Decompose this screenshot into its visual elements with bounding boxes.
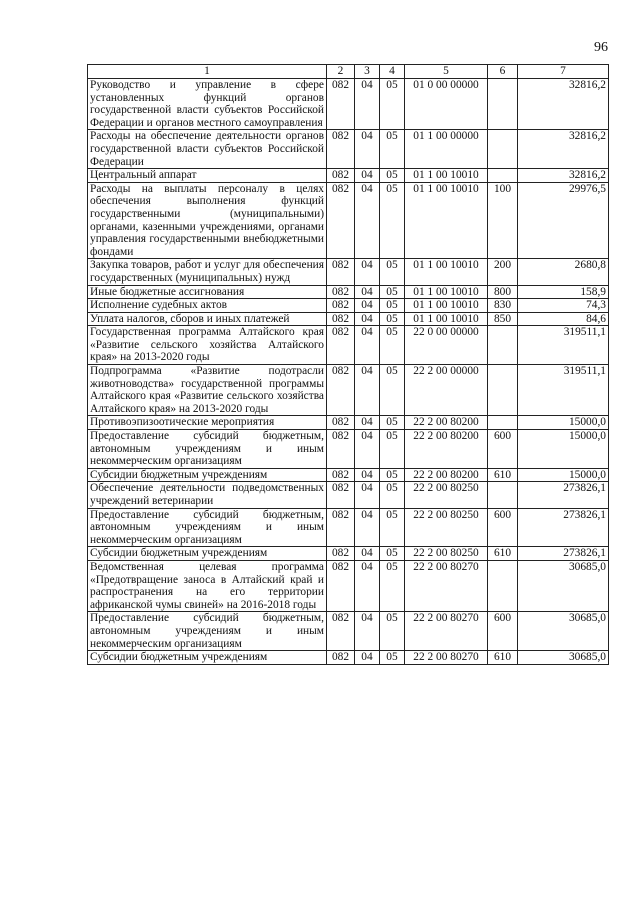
section-code: 04 [355, 79, 380, 130]
amount: 30685,0 [518, 651, 609, 665]
target-article: 01 1 00 10010 [405, 299, 488, 313]
section-code: 04 [355, 259, 380, 285]
row-name: Расходы на выплаты персоналу в целях обеспечения выполнения функций государственными (муниципальными) органами, казенными учреждениями, органами управления государственными внебюджетными фондами [88, 182, 327, 259]
row-name: Предоставление субсидий бюджетным, автономным учреждениям и иным некоммерческим организациям [88, 612, 327, 651]
section-code: 04 [355, 416, 380, 430]
admin-code: 082 [327, 468, 355, 482]
target-article: 22 2 00 80270 [405, 651, 488, 665]
subsection-code: 05 [380, 560, 405, 611]
section-code: 04 [355, 430, 380, 469]
admin-code: 082 [327, 612, 355, 651]
expense-type: 200 [488, 259, 518, 285]
table-row [88, 79, 609, 130]
admin-code: 082 [327, 560, 355, 611]
section-code: 04 [355, 312, 380, 326]
row-name: Исполнение судебных актов [88, 299, 327, 313]
table-row [88, 312, 609, 326]
expense-type: 100 [488, 182, 518, 259]
table-row [88, 182, 609, 259]
section-code: 04 [355, 182, 380, 259]
table-row [88, 508, 609, 547]
amount: 30685,0 [518, 560, 609, 611]
subsection-code: 05 [380, 547, 405, 561]
target-article: 22 2 00 00000 [405, 365, 488, 416]
table-row [88, 416, 609, 430]
admin-code: 082 [327, 182, 355, 259]
table-row [88, 547, 609, 561]
subsection-code: 05 [380, 651, 405, 665]
row-name: Центральный аппарат [88, 169, 327, 183]
expense-type: 600 [488, 508, 518, 547]
subsection-code: 05 [380, 169, 405, 183]
section-code: 04 [355, 482, 380, 508]
section-code: 04 [355, 365, 380, 416]
section-code: 04 [355, 299, 380, 313]
expense-type: 830 [488, 299, 518, 313]
table-body [88, 79, 609, 665]
section-code: 04 [355, 651, 380, 665]
amount: 74,3 [518, 299, 609, 313]
table-row [88, 326, 609, 365]
column-header: 5 [405, 65, 488, 79]
subsection-code: 05 [380, 182, 405, 259]
subsection-code: 05 [380, 416, 405, 430]
table-row [88, 169, 609, 183]
subsection-code: 05 [380, 508, 405, 547]
column-header: 4 [380, 65, 405, 79]
column-header: 3 [355, 65, 380, 79]
section-code: 04 [355, 169, 380, 183]
target-article: 22 2 00 80200 [405, 430, 488, 469]
amount: 273826,1 [518, 508, 609, 547]
subsection-code: 05 [380, 482, 405, 508]
table-row [88, 365, 609, 416]
admin-code: 082 [327, 651, 355, 665]
admin-code: 082 [327, 482, 355, 508]
amount: 158,9 [518, 285, 609, 299]
budget-table [87, 64, 609, 665]
row-name: Субсидии бюджетным учреждениям [88, 547, 327, 561]
subsection-code: 05 [380, 326, 405, 365]
admin-code: 082 [327, 365, 355, 416]
admin-code: 082 [327, 130, 355, 169]
target-article: 01 1 00 10010 [405, 259, 488, 285]
subsection-code: 05 [380, 130, 405, 169]
table-row [88, 651, 609, 665]
expense-type: 850 [488, 312, 518, 326]
expense-type: 600 [488, 430, 518, 469]
row-name: Уплата налогов, сборов и иных платежей [88, 312, 327, 326]
subsection-code: 05 [380, 312, 405, 326]
amount: 30685,0 [518, 612, 609, 651]
amount: 32816,2 [518, 130, 609, 169]
amount: 32816,2 [518, 79, 609, 130]
subsection-code: 05 [380, 468, 405, 482]
row-name: Противоэпизоотические мероприятия [88, 416, 327, 430]
column-header: 2 [327, 65, 355, 79]
expense-type [488, 130, 518, 169]
section-code: 04 [355, 326, 380, 365]
expense-type [488, 560, 518, 611]
admin-code: 082 [327, 326, 355, 365]
row-name: Закупка товаров, работ и услуг для обеспечения государственных (муниципальных) нужд [88, 259, 327, 285]
amount: 273826,1 [518, 547, 609, 561]
row-name: Ведомственная целевая программа «Предотвращение заноса в Алтайский край и распространения на его территории африканской чумы свиней» на 2016-2018 годы [88, 560, 327, 611]
table-row [88, 130, 609, 169]
target-article: 22 2 00 80250 [405, 547, 488, 561]
table-row [88, 468, 609, 482]
amount: 15000,0 [518, 416, 609, 430]
expense-type [488, 169, 518, 183]
amount: 29976,5 [518, 182, 609, 259]
row-name: Подпрограмма «Развитие подотрасли животноводства» государственной программы Алтайского края «Развитие сельского хозяйства Алтайского края» на 2013-2020 годы [88, 365, 327, 416]
expense-type: 610 [488, 547, 518, 561]
row-name: Субсидии бюджетным учреждениям [88, 468, 327, 482]
amount: 15000,0 [518, 430, 609, 469]
table-row [88, 612, 609, 651]
subsection-code: 05 [380, 79, 405, 130]
amount: 319511,1 [518, 365, 609, 416]
expense-type [488, 79, 518, 130]
column-header: 1 [88, 65, 327, 79]
subsection-code: 05 [380, 365, 405, 416]
target-article: 22 2 00 80200 [405, 468, 488, 482]
expense-type: 600 [488, 612, 518, 651]
page-number: 96 [594, 40, 608, 55]
section-code: 04 [355, 612, 380, 651]
expense-type: 610 [488, 468, 518, 482]
expense-type [488, 416, 518, 430]
expense-type [488, 326, 518, 365]
admin-code: 082 [327, 416, 355, 430]
section-code: 04 [355, 468, 380, 482]
header-row [88, 65, 609, 79]
subsection-code: 05 [380, 612, 405, 651]
subsection-code: 05 [380, 259, 405, 285]
column-header: 7 [518, 65, 609, 79]
table-row [88, 482, 609, 508]
target-article: 01 1 00 10010 [405, 312, 488, 326]
section-code: 04 [355, 560, 380, 611]
row-name: Иные бюджетные ассигнования [88, 285, 327, 299]
row-name: Государственная программа Алтайского края «Развитие сельского хозяйства Алтайского края» на 2013-2020 годы [88, 326, 327, 365]
row-name: Предоставление субсидий бюджетным, автономным учреждениям и иным некоммерческим организациям [88, 508, 327, 547]
section-code: 04 [355, 508, 380, 547]
amount: 15000,0 [518, 468, 609, 482]
target-article: 22 0 00 00000 [405, 326, 488, 365]
table-row [88, 560, 609, 611]
admin-code: 082 [327, 547, 355, 561]
row-name: Обеспечение деятельности подведомственных учреждений ветеринарии [88, 482, 327, 508]
amount: 84,6 [518, 312, 609, 326]
section-code: 04 [355, 130, 380, 169]
row-name: Руководство и управление в сфере установленных функций органов государственной власти субъектов Российской Федерации и органов местного самоуправления [88, 79, 327, 130]
target-article: 22 2 00 80270 [405, 560, 488, 611]
column-header: 6 [488, 65, 518, 79]
admin-code: 082 [327, 285, 355, 299]
admin-code: 082 [327, 259, 355, 285]
admin-code: 082 [327, 299, 355, 313]
section-code: 04 [355, 547, 380, 561]
target-article: 22 2 00 80270 [405, 612, 488, 651]
row-name: Предоставление субсидий бюджетным, автономным учреждениям и иным некоммерческим организациям [88, 430, 327, 469]
subsection-code: 05 [380, 299, 405, 313]
table-row [88, 259, 609, 285]
target-article: 01 1 00 10010 [405, 182, 488, 259]
amount: 32816,2 [518, 169, 609, 183]
table-row [88, 285, 609, 299]
admin-code: 082 [327, 312, 355, 326]
target-article: 01 1 00 10010 [405, 285, 488, 299]
table-row [88, 430, 609, 469]
row-name: Расходы на обеспечение деятельности органов государственной власти субъектов Российской Федерации [88, 130, 327, 169]
admin-code: 082 [327, 79, 355, 130]
table-row [88, 299, 609, 313]
target-article: 22 2 00 80250 [405, 482, 488, 508]
row-name: Субсидии бюджетным учреждениям [88, 651, 327, 665]
expense-type: 800 [488, 285, 518, 299]
amount: 319511,1 [518, 326, 609, 365]
admin-code: 082 [327, 430, 355, 469]
admin-code: 082 [327, 169, 355, 183]
target-article: 01 1 00 10010 [405, 169, 488, 183]
amount: 273826,1 [518, 482, 609, 508]
target-article: 01 0 00 00000 [405, 79, 488, 130]
target-article: 22 2 00 80200 [405, 416, 488, 430]
expense-type: 610 [488, 651, 518, 665]
expense-type [488, 482, 518, 508]
subsection-code: 05 [380, 430, 405, 469]
subsection-code: 05 [380, 285, 405, 299]
target-article: 01 1 00 00000 [405, 130, 488, 169]
target-article: 22 2 00 80250 [405, 508, 488, 547]
expense-type [488, 365, 518, 416]
amount: 2680,8 [518, 259, 609, 285]
section-code: 04 [355, 285, 380, 299]
admin-code: 082 [327, 508, 355, 547]
